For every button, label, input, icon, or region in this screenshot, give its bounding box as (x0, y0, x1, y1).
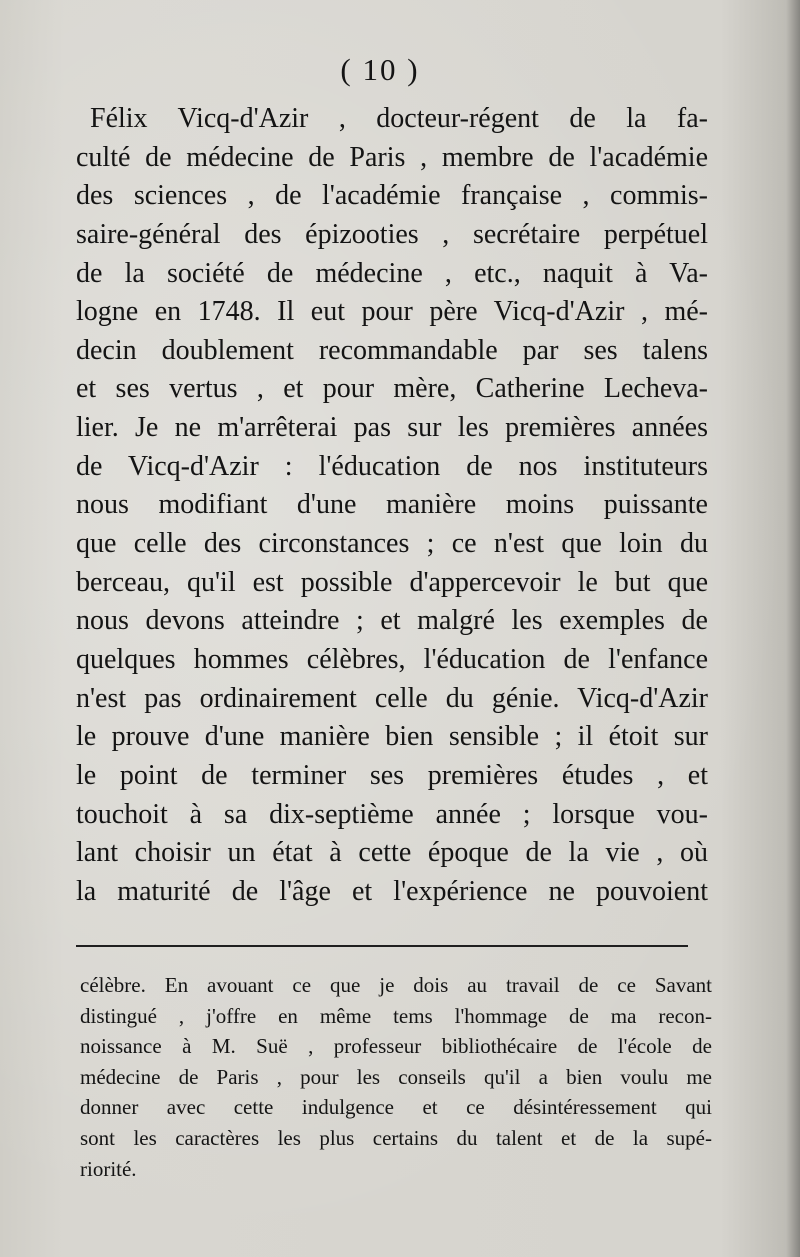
text-line: berceau, qu'il est possible d'appercevoir le but que (76, 566, 708, 598)
footnote-line: célèbre. En avouant ce que je dois au travail de ce Savant (80, 973, 712, 997)
text-line: touchoit à sa dix-septième année ; lorsque vou- (76, 798, 708, 830)
text-line: lier. Je ne m'arrêterai pas sur les premières années (76, 412, 708, 444)
text-line: saire-général des épizooties , secrétaire perpétuel (76, 218, 708, 250)
text-line: nous devons atteindre ; et malgré les exemples de (76, 605, 708, 637)
text-line: que celle des circonstances ; ce n'est que loin du (76, 528, 708, 560)
main-text (76, 100, 708, 911)
text-line: de Vicq-d'Azir : l'éducation de nos instituteurs (76, 450, 708, 482)
footnote-line: noissance à M. Suë , professeur bibliothécaire de l'école de (80, 1034, 712, 1059)
footnote-line: médecine de Paris , pour les conseils qu'il a bien voulu me (80, 1064, 712, 1089)
text-line: le point de terminer ses premières études , et (76, 759, 708, 791)
text-line: des sciences , de l'académie française , commis- (76, 180, 708, 212)
footnote-line: distingué , j'offre en même tems l'hommage de ma recon- (80, 1003, 712, 1028)
text-line: logne en 1748. Il eut pour père Vicq-d'Azir , mé- (76, 296, 708, 328)
text-line: Félix Vicq-d'Azir , docteur-régent de la fa- (90, 103, 708, 134)
footnote-line: riorité. (80, 1156, 137, 1181)
footnote (80, 970, 712, 1184)
text-line: nous modifiant d'une manière moins puissante (76, 489, 708, 521)
footnote-divider (76, 945, 688, 947)
text-line: de la société de médecine , etc., naquit à Va- (76, 257, 708, 289)
page-gutter-shadow (786, 0, 800, 1257)
text-line: et ses vertus , et pour mère, Catherine Lecheva- (76, 373, 708, 405)
text-line: decin doublement recommandable par ses talens (76, 334, 708, 366)
footnote-line: donner avec cette indulgence et ce désintéressement qui (80, 1095, 712, 1120)
text-line: lant choisir un état à cette époque de la vie , où (76, 837, 708, 869)
text-line: quelques hommes célèbres, l'éducation de l'enfance (76, 643, 708, 675)
text-line: n'est pas ordinairement celle du génie. Vicq-d'Azir (76, 682, 708, 714)
text-line: la maturité de l'âge et l'expérience ne pouvoient (76, 875, 708, 907)
footnote-line: sont les caractères les plus certains du talent et de la supé- (80, 1125, 712, 1150)
text-line: culté de médecine de Paris , membre de l'académie (76, 141, 708, 173)
text-line: le prouve d'une manière bien sensible ; il étoit sur (76, 721, 708, 753)
page-number: ( 10 ) (340, 52, 420, 87)
